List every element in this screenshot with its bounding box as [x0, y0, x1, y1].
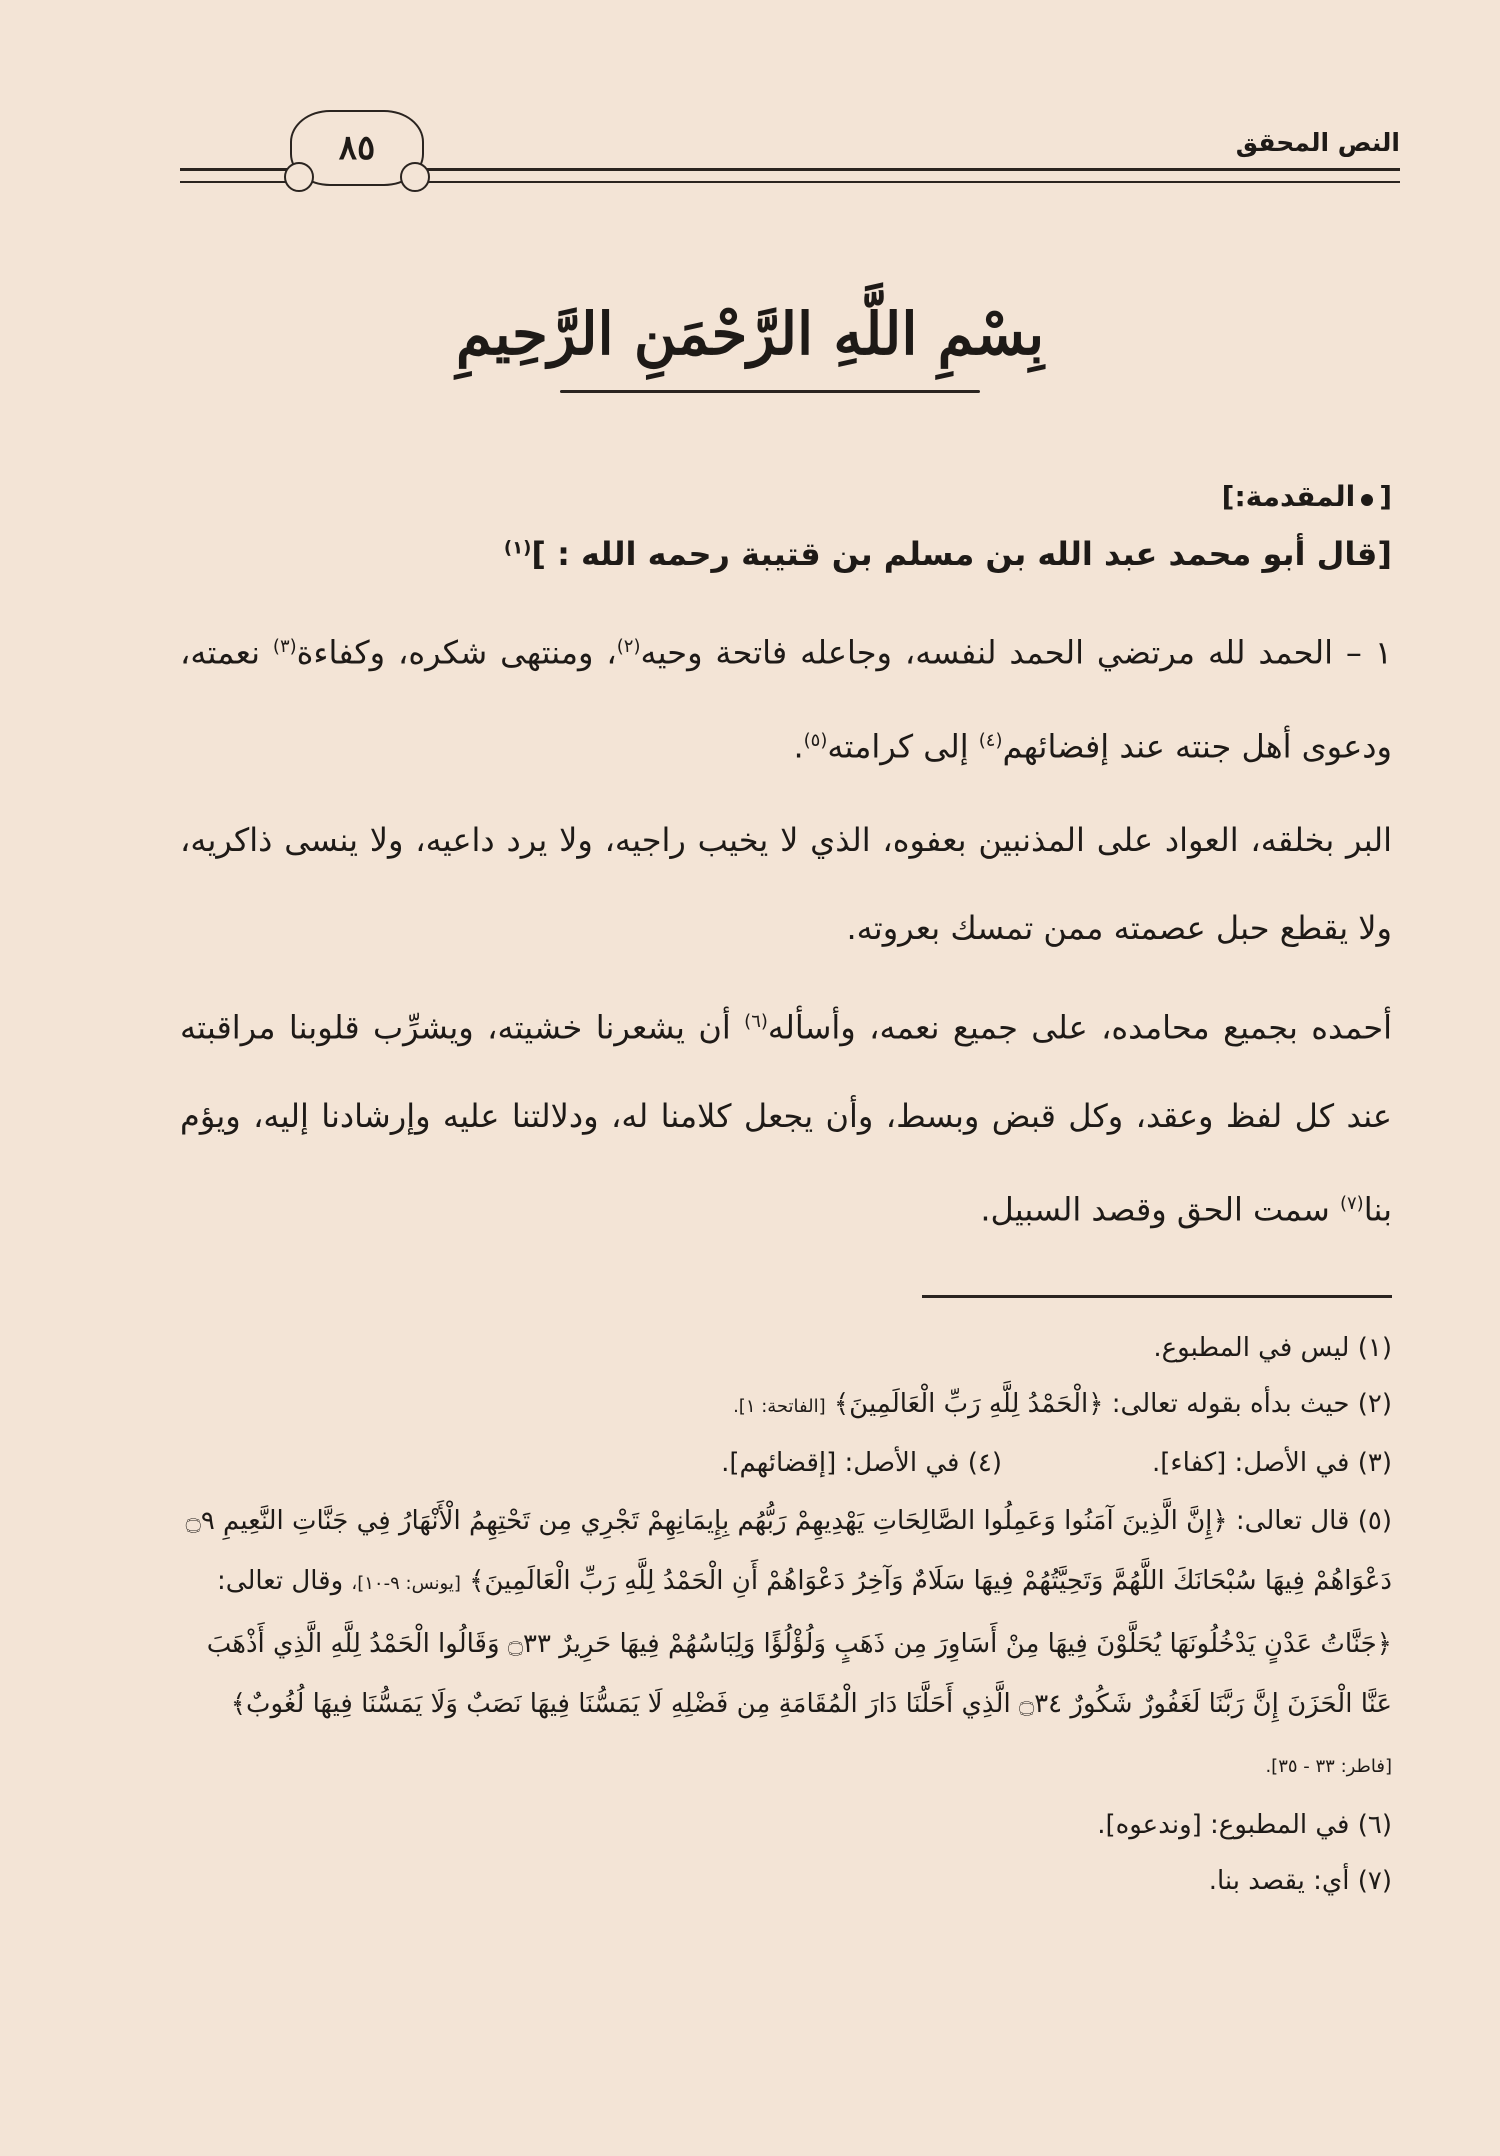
page-header [180, 110, 1400, 190]
footnote-2 [180, 1376, 1392, 1435]
footnote-3: (٣) في الأصل: [كفاء]. [1152, 1448, 1392, 1478]
frame-ornament-icon [284, 162, 314, 192]
verse-reference: [فاطر: ٣٣ - ٣٥]. [1265, 1756, 1392, 1777]
footnote-divider [922, 1295, 1392, 1298]
paragraph-text: ، ومنتهى شكره، وكفاءة [296, 633, 617, 672]
footnote-text: وقال تعالى: ﴿جَنَّاتُ عَدْنٍ يَدْخُلُونَهَا يُحَلَّوْنَ فِيهَا مِنْ أَسَاوِرَ مِن ذَهَبٍ وَلُؤْلُؤًا وَلِبَاسُهُمْ فِيهَا حَرِيرٌ ۝٣٣ وَقَالُوا الْحَمْدُ لِلَّهِ الَّذِي أَذْهَبَ عَنَّا الْحَزَنَ إِنَّ رَبَّنَا لَغَفُورٌ شَكُورٌ ۝٣٤ الَّذِي أَحَلَّنَا دَارَ الْمُقَامَةِ مِن فَضْلِهِ لَا يَمَسُّنَا فِيهَا نَصَبٌ وَلَا يَمَسُّنَا فِيهَا لُغُوبٌ﴾ [206, 1566, 1392, 1719]
bullet-dot-icon [1361, 494, 1373, 506]
footnote-6: (٦) في المطبوع: [وندعوه]. [1097, 1810, 1392, 1840]
paragraph-text: . [793, 727, 804, 766]
footnote-row [180, 1435, 1392, 1491]
footnote-text: (٢) حيث بدأه بقوله تعالى: ﴿الْحَمْدُ لِلَّهِ رَبِّ الْعَالَمِينَ﴾ [833, 1389, 1392, 1419]
footnote-1: (١) ليس في المطبوع. [1153, 1333, 1392, 1363]
author-line [180, 535, 1392, 573]
paragraph-text: سمت الحق وقصد السبيل. [980, 1190, 1340, 1229]
footnote-marker: (٤) [978, 729, 1003, 751]
footnote-marker: (٣) [272, 636, 297, 657]
main-text [180, 480, 1392, 1254]
paragraph-text: نعمته، ودعوى أهل جنته عند إفضائهم [180, 633, 1392, 766]
footnote-marker: (٥) [803, 729, 828, 751]
paragraph-text: إلى كرامته [827, 727, 979, 766]
basmala-flourish [560, 390, 980, 393]
footnote-marker: (٢) [616, 636, 641, 657]
footnote-7: (٧) أي: يقصد بنا. [1208, 1866, 1392, 1896]
paragraph-text: ١ – الحمد لله مرتضي الحمد لنفسه، وجاعله فاتحة وحيه [640, 633, 1393, 672]
footnote-marker: (١) [503, 537, 532, 559]
intro-heading [180, 480, 1392, 513]
paragraph-text: أحمده بجميع محامده، على جميع نعمه، وأسأله [767, 1008, 1393, 1047]
footnote-4: (٤) في الأصل: [إقضائهم]. [721, 1448, 1003, 1478]
paragraph-2: البر بخلقه، العواد على المذنبين بعفوه، الذي لا يخيب راجيه، ولا يرد داعيه، ولا ينسى ذاكريه، ولا يقطع حبل عصمته ممن تمسك بعروته. [180, 821, 1392, 948]
heading-bracket: [ [1379, 480, 1392, 513]
verse-reference: [الفاتحة: ١]. [733, 1396, 826, 1417]
section-title: النص المحقق [1235, 128, 1400, 157]
paragraph-1 [180, 603, 1392, 790]
footnote-marker: (٧) [1339, 1192, 1364, 1214]
page-number-frame [290, 110, 424, 186]
paragraph-text: أن يشعرنا خشيته، ويشرِّب قلوبنا مراقبته عند كل لفظ وعقد، وكل قبض وبسط، وأن يجعل كلامنا له، ودلالتنا عليه وإرشادنا إليه، ويؤم بنا [180, 1008, 1392, 1229]
footnote-5 [180, 1491, 1392, 1797]
basmala: بِسْمِ اللَّهِ الرَّحْمَنِ الرَّحِيمِ [455, 300, 1045, 368]
paragraph-3 [180, 978, 1392, 1253]
page-number: ٨٥ [338, 128, 376, 168]
footnote-marker: (٦) [744, 1011, 768, 1033]
footnote-text: (٥) قال تعالى: ﴿إِنَّ الَّذِينَ آمَنُوا وَعَمِلُوا الصَّالِحَاتِ يَهْدِيهِمْ رَبُّهُم بِإِيمَانِهِمْ تَجْرِي مِن تَحْتِهِمُ الْأَنْهَارُ فِي جَنَّاتِ النَّعِيمِ ۝٩ دَعْوَاهُمْ فِيهَا سُبْحَانَكَ اللَّهُمَّ وَتَحِيَّتُهُمْ فِيهَا سَلَامٌ وَآخِرُ دَعْوَاهُمْ أَنِ الْحَمْدُ لِلَّهِ رَبِّ الْعَالَمِينَ﴾ [185, 1506, 1392, 1596]
frame-ornament-icon [400, 162, 430, 192]
heading-text: المقدمة:] [1221, 480, 1356, 513]
verse-reference: [يونس: ٩-١٠]، [351, 1573, 461, 1594]
author-text: [قال أبو محمد عبد الله بن مسلم بن قتيبة رحمه الله : ] [531, 535, 1392, 573]
footnotes [180, 1320, 1392, 1909]
